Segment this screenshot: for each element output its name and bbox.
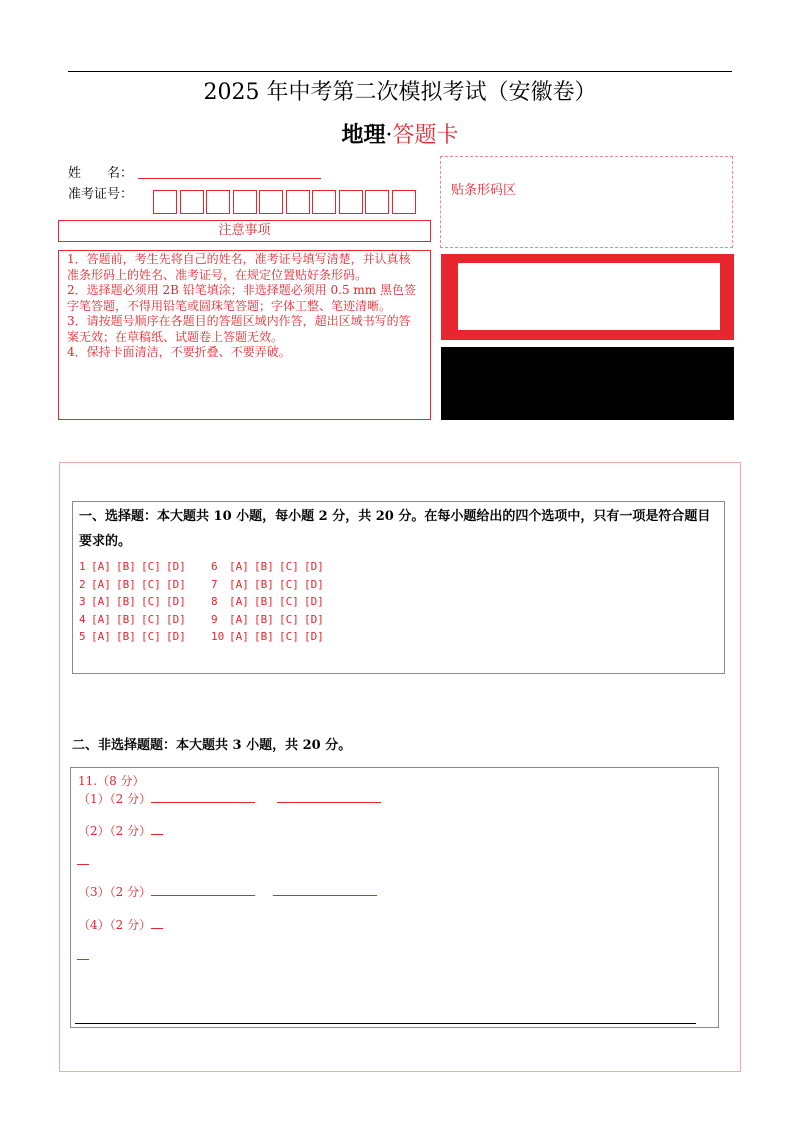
section1-instructions: 一、选择题：本大题共 10 小题，每小题 2 分，共 20 分。在每小题给出的四个选项中，只有一项是符合题目要求的。 [79,509,711,549]
option-a[interactable]: [A] [91,560,111,573]
mc-row [79,576,329,594]
notice-item: 4．保持卡面清洁，不要折叠、不要弄破。 [67,345,291,359]
subtitle-separator: · [385,123,393,148]
option-b[interactable]: [B] [116,560,136,573]
exam-id-boxes [153,190,418,214]
q11-part1 [78,790,381,807]
question-11-heading: 11.（8 分） [78,774,145,788]
option-c[interactable]: [C] [141,630,161,643]
section2-instructions: 二、非选择题题：本大题共 3 小题，共 20 分。 [72,738,352,753]
option-c[interactable]: [C] [279,612,299,626]
option-c[interactable]: [C] [279,595,299,608]
question-number: 9 [211,612,218,626]
option-b[interactable]: [B] [254,560,274,573]
answer-blank[interactable] [277,790,381,803]
option-c[interactable]: [C] [141,577,161,591]
option-a[interactable]: [A] [229,630,249,643]
exam-id-digit-box[interactable] [206,190,230,214]
subject-label: 地理 [341,122,386,148]
question-number: 5 [79,630,86,643]
option-c[interactable]: [C] [279,630,299,643]
notice-body [58,250,431,420]
option-b[interactable]: [B] [254,577,274,591]
barcode-label: 贴条形码区 [451,183,517,198]
option-d[interactable]: [D] [166,560,186,573]
exam-id-digit-box[interactable] [259,190,283,214]
question-number: 6 [211,560,218,573]
option-c[interactable]: [C] [279,577,299,591]
option-a[interactable]: [A] [229,612,249,626]
question-number: 10 [211,630,225,643]
option-d[interactable]: [D] [166,612,186,626]
option-d[interactable]: [D] [304,630,324,643]
option-b[interactable]: [B] [116,630,136,643]
question-number: 4 [79,612,86,626]
exam-title: 2025 年中考第二次模拟考试（安徽卷） [203,80,597,105]
question-number: 7 [211,577,218,591]
option-b[interactable]: [B] [116,612,136,626]
option-d[interactable]: [D] [304,595,324,608]
answer-blank[interactable] [151,916,163,929]
name-label: 姓 名： [68,166,134,181]
answer-blank[interactable] [151,822,163,835]
q11-part2 [78,822,163,839]
option-c[interactable]: [C] [141,612,161,626]
answer-blank[interactable] [151,883,255,896]
part-label: （1）（2 分） [78,792,152,806]
mc-row [79,628,329,646]
bottom-rule [75,1023,696,1024]
option-d[interactable]: [D] [304,560,324,573]
notice-item: 2．选择题必须用 2B 铅笔填涂；非选择题必须用 0.5 mm 黑色签字笔答题，不得用铅笔或圆珠笔答题；字体工整、笔迹清晰。 [67,283,417,313]
option-a[interactable]: [A] [229,595,249,608]
exam-id-digit-box[interactable] [153,190,177,214]
notice-item: 3．请按题号顺序在各题目的答题区域内作答，超出区域书写的答案无效；在草稿纸、试题卷上答题无效。 [67,314,411,344]
option-b[interactable]: [B] [116,595,136,608]
top-rule [68,71,732,72]
question-number: 3 [79,595,86,608]
answer-blank[interactable] [273,883,377,896]
option-b[interactable]: [B] [254,595,274,608]
part-label: （3）（2 分） [78,885,152,899]
exam-id-digit-box[interactable] [392,190,416,214]
question-number: 2 [79,577,86,591]
mc-row [79,558,329,576]
option-a[interactable]: [A] [229,560,249,573]
card-type-label: 答题卡 [392,123,459,148]
exam-id-label: 准考证号： [68,187,134,202]
mc-row [79,593,329,611]
option-a[interactable]: [A] [91,630,111,643]
option-b[interactable]: [B] [254,630,274,643]
answer-line[interactable] [77,864,89,865]
option-b[interactable]: [B] [254,612,274,626]
option-a[interactable]: [A] [91,577,111,591]
option-d[interactable]: [D] [166,577,186,591]
multiple-choice-grid [79,558,329,646]
absence-mark-box[interactable] [458,263,720,330]
option-a[interactable]: [A] [91,595,111,608]
exam-id-digit-box[interactable] [180,190,204,214]
answer-line[interactable] [77,959,89,960]
barcode-zone [440,156,733,248]
card-subtitle [0,120,800,151]
exam-id-digit-box[interactable] [233,190,257,214]
answer-blank[interactable] [151,790,255,803]
q11-part4 [78,916,163,933]
option-a[interactable]: [A] [91,612,111,626]
option-d[interactable]: [D] [304,577,324,591]
option-c[interactable]: [C] [141,560,161,573]
option-b[interactable]: [B] [116,577,136,591]
question-number: 1 [79,560,86,573]
part-label: （4）（2 分） [78,918,152,932]
option-c[interactable]: [C] [279,560,299,573]
mc-row [79,611,329,629]
exam-id-digit-box[interactable] [365,190,389,214]
question-number: 8 [211,595,218,608]
option-c[interactable]: [C] [141,595,161,608]
option-d[interactable]: [D] [304,612,324,626]
option-a[interactable]: [A] [229,577,249,591]
black-block [441,347,734,420]
name-field[interactable] [138,178,321,179]
notice-item: 1．答题前，考生先将自己的姓名，准考证号填写清楚，并认真核准条形码上的姓名、准考证号，在规定位置贴好条形码。 [67,252,411,282]
exam-id-digit-box[interactable] [312,190,336,214]
exam-id-digit-box[interactable] [339,190,363,214]
exam-id-digit-box[interactable] [286,190,310,214]
option-d[interactable]: [D] [166,595,186,608]
option-d[interactable]: [D] [166,630,186,643]
part-label: （2）（2 分） [78,824,152,838]
q11-part3 [78,883,377,900]
notice-heading: 注意事项 [58,220,431,242]
